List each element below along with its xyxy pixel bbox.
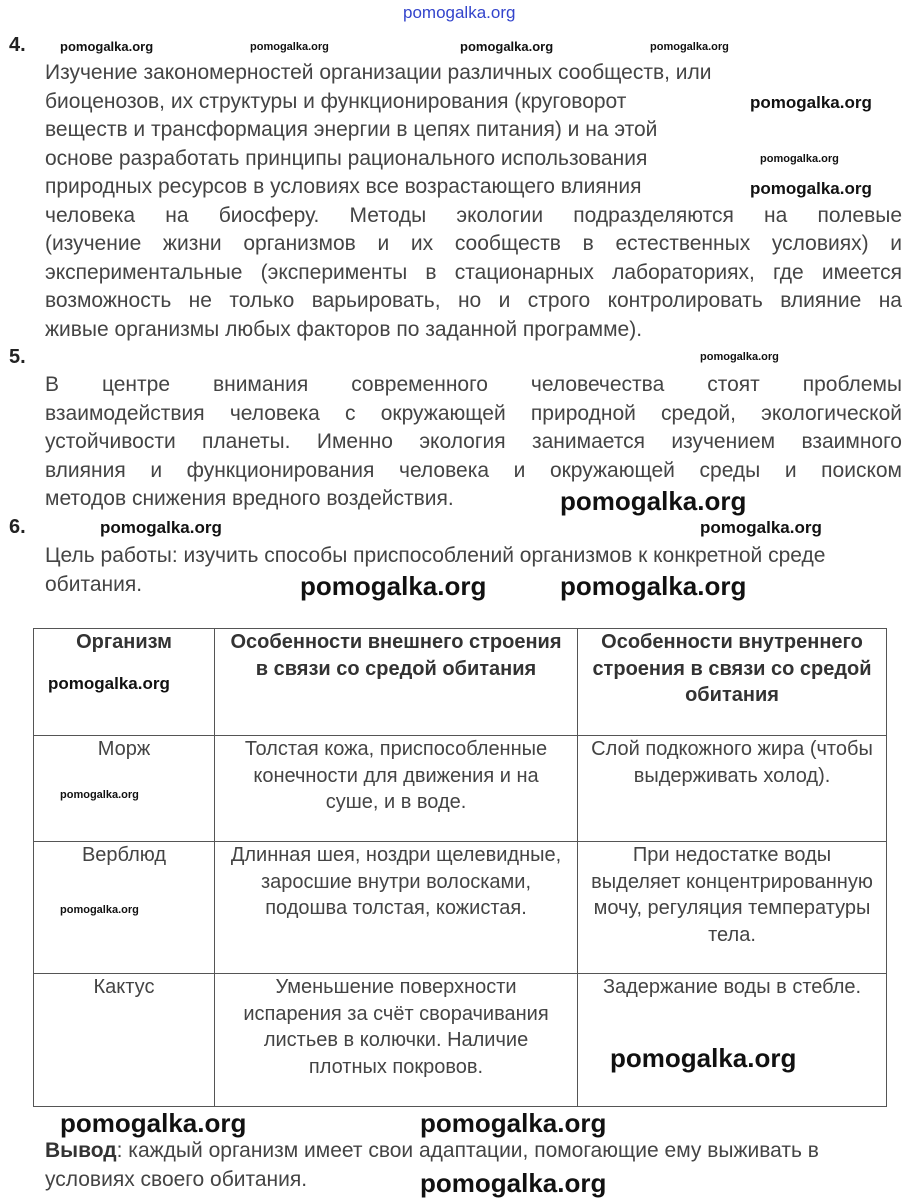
text-line: влияния и функционирования человека и окружающей среды и поиском: [45, 458, 902, 482]
watermark: pomogalka.org: [750, 179, 872, 198]
watermark: pomogalka.org: [610, 1043, 797, 1073]
header-external: Особенности внешнего строения в связи со средой обитания: [215, 629, 578, 736]
watermark: pomogalka.org: [560, 486, 747, 516]
internal-cell: Слой подкожного жира (чтобы выдерживать холод).: [578, 736, 887, 842]
text-line: человека на биосферу. Методы экологии подразделяются на полевые: [45, 203, 902, 227]
text-line: экспериментальные (эксперименты в стационарных лабораториях, где имеется: [45, 260, 902, 284]
watermark: pomogalka.org: [460, 39, 554, 54]
text-line: взаимодействия человека с окружающей природной средой, экологической: [45, 401, 902, 425]
task-number: 5.: [9, 346, 26, 368]
task-number: 4.: [9, 34, 26, 56]
watermark: pomogalka.org: [300, 571, 487, 601]
organism-cell: Верблюд: [34, 842, 215, 974]
text-line: методов снижения вредного воздействия.: [45, 487, 454, 510]
external-cell: Толстая кожа, приспособленные конечности для движения и на суше, и в воде.: [215, 736, 578, 842]
text-line: основе разработать принципы рационального использования: [45, 146, 648, 170]
watermark: pomogalka.org: [60, 39, 154, 54]
adaptation-table: [33, 628, 887, 1107]
internal-cell: Задержание воды в стебле.: [578, 974, 887, 1107]
watermark: pomogalka.org: [700, 351, 779, 363]
organism-cell: Морж: [34, 736, 215, 842]
text-line: живые организмы любых факторов по заданной программе).: [45, 317, 643, 341]
watermark: pomogalka.org: [420, 1168, 607, 1198]
watermark: pomogalka.org: [420, 1108, 607, 1138]
external-cell: Уменьшение поверхности испарения за счёт сворачивания листьев в колючки. Наличие плотных покровов.: [215, 974, 578, 1107]
header-internal: Особенности внутреннего строения в связи со средой обитания: [578, 629, 887, 736]
table-row: [34, 736, 887, 842]
text-line: В центре внимания современного человечества стоят проблемы: [45, 373, 902, 396]
watermark: pomogalka.org: [250, 41, 329, 53]
text-line: биоценозов, их структуры и функционирования (круговорот: [45, 89, 627, 113]
watermark: pomogalka.org: [60, 1108, 247, 1138]
watermark: pomogalka.org: [48, 674, 170, 693]
watermark: pomogalka.org: [60, 904, 139, 916]
task-number: 6.: [9, 516, 26, 538]
watermark: pomogalka.org: [60, 789, 139, 801]
text-line: Изучение закономерностей организации различных сообществ, или: [45, 61, 712, 84]
watermark: pomogalka.org: [760, 153, 839, 165]
text-line: устойчивости планеты. Именно экология занимается изучением взаимного: [45, 430, 902, 453]
text-line: Цель работы: изучить способы приспособлений организмов к конкретной среде: [45, 544, 826, 567]
task-5-text: [45, 371, 902, 514]
watermark: pomogalka.org: [560, 571, 747, 601]
header-organism: Организм: [34, 629, 215, 736]
table-row: [34, 974, 887, 1107]
watermark: pomogalka.org: [750, 93, 872, 112]
conclusion-label: Вывод: [45, 1139, 117, 1162]
watermark: pomogalka.org: [100, 518, 222, 537]
text-line: возможность не только варьировать, но и строго контролировать влияние на: [45, 289, 902, 312]
text-line: обитания.: [45, 572, 143, 596]
text-line: веществ и трансформация энергии в цепях питания) и на этой: [45, 118, 658, 141]
external-cell: Длинная шея, ноздри щелевидные, заросшие внутри волосками, подошва толстая, кожистая.: [215, 842, 578, 974]
text-line: (изучение жизни организмов и их сообществ в естественных условиях) и: [45, 232, 902, 255]
table-row: [34, 842, 887, 974]
conclusion-text: : каждый организм имеет свои адаптации, помогающие ему выживать в условиях своего обитания.: [45, 1139, 819, 1191]
watermark: pomogalka.org: [700, 518, 822, 537]
text-line: природных ресурсов в условиях все возрастающего влияния: [45, 175, 642, 198]
internal-cell: При недостатке воды выделяет концентрированную мочу, регуляция температуры тела.: [578, 842, 887, 974]
organism-cell: Кактус: [34, 974, 215, 1107]
header-watermark[interactable]: pomogalka.org: [403, 3, 516, 22]
watermark: pomogalka.org: [650, 41, 729, 53]
